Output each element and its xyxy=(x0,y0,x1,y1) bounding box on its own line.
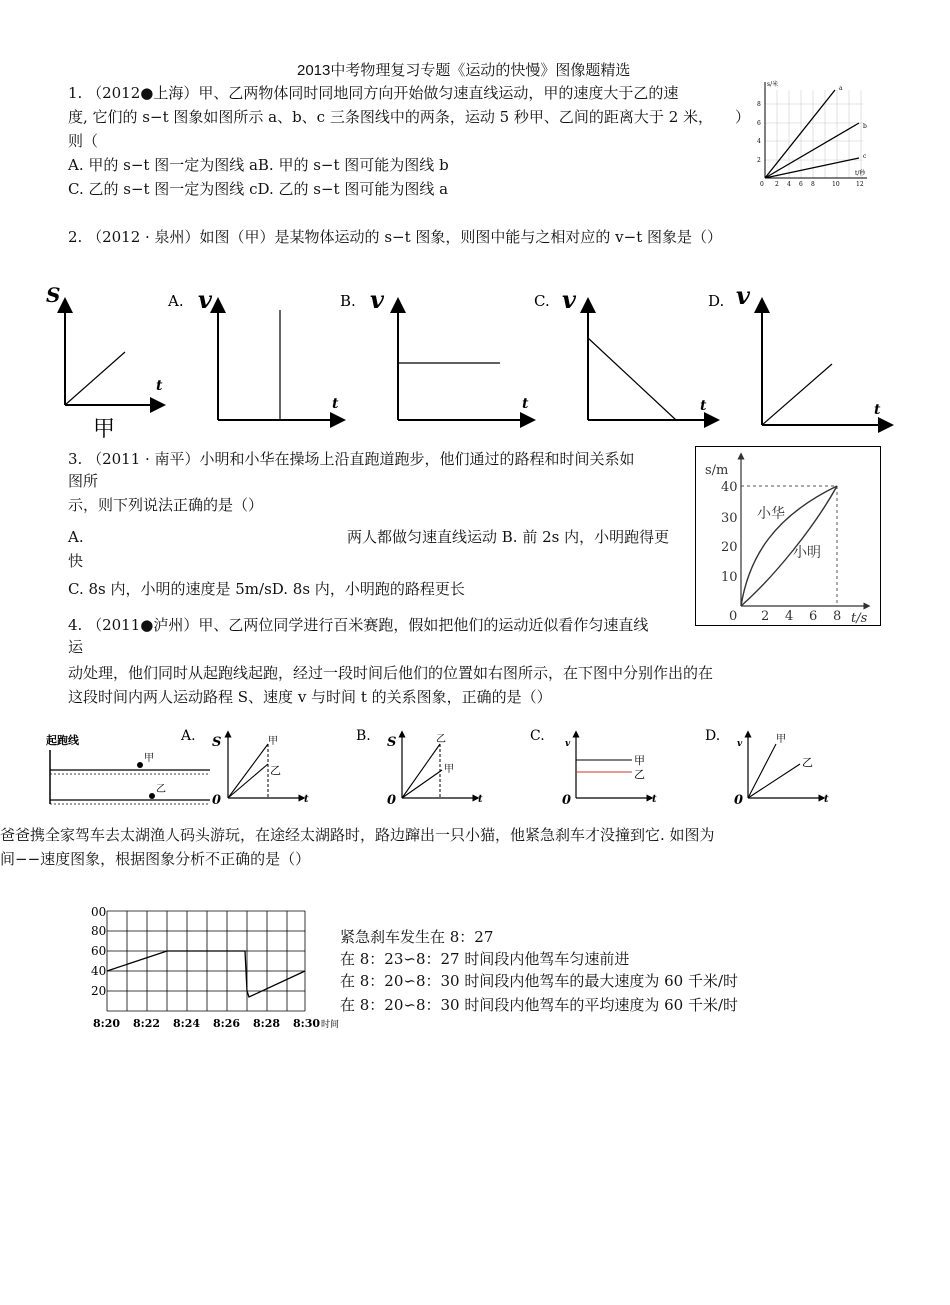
q4-option-d[interactable] xyxy=(705,728,829,808)
q5-xtick: 8:28 xyxy=(253,1017,281,1030)
q5-line1: 爸爸携全家驾车去太湖渔人码头游玩，在途经太湖路时，路边蹿出一只小猫，他紧急刹车才没撞到它. 如图为 xyxy=(0,826,715,844)
q4-origin: 0 xyxy=(387,793,397,808)
q3-option-a-label: A. xyxy=(68,528,84,546)
q2-option-a[interactable] xyxy=(167,285,339,420)
q1-ylabel: s/米 xyxy=(767,81,779,88)
q3-line1: 3. （2011 · 南平）小明和小华在操场上沿直跑道跑步，他们通过的路程和时间关系如 xyxy=(68,450,635,468)
q3-ytick: 20 xyxy=(721,540,738,555)
q2-t-label: t xyxy=(874,402,881,418)
q5-speed-line xyxy=(107,951,305,997)
q5-speed-time-graph xyxy=(85,903,345,1033)
q1-ytick: 8 xyxy=(757,101,761,108)
q3-xtick: 0 xyxy=(729,609,738,624)
q5-xtick: 8:24 xyxy=(173,1017,201,1030)
q2-option-c[interactable] xyxy=(534,285,712,420)
q2-v-label: v xyxy=(736,281,750,310)
q1-line-b xyxy=(765,123,859,178)
q2-option-d[interactable] xyxy=(708,281,886,425)
q3-ytick: 40 xyxy=(721,480,738,495)
q4-runner-yi xyxy=(149,793,155,799)
q4-s-label: S xyxy=(387,735,397,750)
q4-s-label: S xyxy=(212,735,222,750)
q4-jia-label: 甲 xyxy=(268,736,278,747)
q5-xunit: 时间 xyxy=(321,1020,340,1030)
q2-t-label: t xyxy=(522,396,529,412)
q3-options-ab-cont: 快 xyxy=(68,552,84,570)
q1-line-label-a: a xyxy=(839,85,843,92)
q4-line3: 动处理，他们同时从起跑线起跑，经过一段时间后他们的位置如右图所示，在下图中分别作出的在 xyxy=(68,664,714,682)
q2-option-d-label: D. xyxy=(708,292,725,310)
q4-yi-label: 乙 xyxy=(634,768,645,781)
q3-options-ab: 两人都做匀速直线运动 B. 前 2s 内，小明跑得更 xyxy=(347,528,670,546)
q1-xtick: 12 xyxy=(856,181,864,188)
q5-ytick: 60 xyxy=(91,944,107,958)
q2-option-b[interactable] xyxy=(340,285,529,420)
q2-v-label: v xyxy=(370,285,384,314)
q1-xtick: 8 xyxy=(811,181,815,188)
q4-origin: 0 xyxy=(734,793,744,808)
q3-ytick: 30 xyxy=(721,511,738,526)
q5-xtick: 8:26 xyxy=(213,1017,241,1030)
q1-line3: 则（ xyxy=(68,132,99,150)
q5-xtick: 8:20 xyxy=(93,1017,121,1030)
q3-xtick: 8 xyxy=(833,609,842,624)
q3-st-graph xyxy=(695,446,881,626)
q1-st-graph xyxy=(755,78,875,193)
q4-figure xyxy=(40,722,950,822)
q2-v-label: v xyxy=(198,285,212,314)
q1-line-label-c: c xyxy=(863,153,867,160)
q4-yi-label: 乙 xyxy=(436,734,446,745)
q1-xtick: 4 xyxy=(787,181,791,188)
q1-xtick: 2 xyxy=(775,181,779,188)
q3-xtick: 6 xyxy=(809,609,818,624)
q4-line2: 运 xyxy=(68,638,84,656)
q4-option-c-label: C. xyxy=(530,728,545,744)
q3-line2: 图所 xyxy=(68,472,99,490)
q4-line1: 4. （2011●泸州）甲、乙两位同学进行百米赛跑，假如把他们的运动近似看作匀速直线 xyxy=(68,616,649,634)
q2-text: 2. （2012 · 泉州）如图（甲）是某物体运动的 s−t 图象，则图中能与之相对应的 v−t 图象是（） xyxy=(68,228,722,246)
q4-option-a[interactable] xyxy=(180,728,309,808)
q5-ytick: 20 xyxy=(91,984,107,998)
q2-s-label: S xyxy=(46,283,61,307)
q3-label-xiaohua: 小华 xyxy=(757,506,785,522)
q1-line1: 1. （2012●上海）甲、乙两物体同时同地同方向开始做匀速直线运动，甲的速度大于乙的速 xyxy=(68,84,679,102)
q4-line4: 这段时间内两人运动路程 S、速度 v 与时间 t 的关系图象，正确的是（） xyxy=(68,688,552,706)
q1-ytick: 6 xyxy=(757,120,761,127)
q4-t-label: t xyxy=(652,794,657,805)
q1-options-ab: A. 甲的 s−t 图一定为图线 aB. 甲的 s−t 图可能为图线 b xyxy=(68,156,449,174)
q4-v-label: v xyxy=(565,739,571,749)
q2-figure xyxy=(40,280,940,455)
q5-option-2: 在 8：23∽8：27 时间段内他驾车匀速前进 xyxy=(340,950,630,968)
q2-graph-jia xyxy=(46,283,163,442)
q4-runner-yi-label: 乙 xyxy=(156,784,166,795)
q2-t-label: t xyxy=(156,378,163,394)
q2-t-label: t xyxy=(332,396,339,412)
q4-option-d-label: D. xyxy=(705,728,721,744)
q5-ytick: 00 xyxy=(91,905,107,919)
q5-ytick: 40 xyxy=(91,964,107,978)
q1-close-paren: ） xyxy=(735,108,751,126)
q1-line2: 度, 它们的 s−t 图象如图所示 a、b、c 三条图线中的两条，运动 5 秒甲、乙间的距离大于 2 米， xyxy=(68,108,714,126)
q1-options-cd: C. 乙的 s−t 图一定为图线 cD. 乙的 s−t 图可能为图线 a xyxy=(68,180,449,198)
q1-ytick: 2 xyxy=(757,157,761,164)
q2-option-c-label: C. xyxy=(534,292,550,310)
q1-xlabel: t/秒 xyxy=(855,170,866,177)
q3-ytick: 10 xyxy=(721,570,738,585)
q4-yi-label: 乙 xyxy=(270,764,281,777)
q3-ylabel: s/m xyxy=(705,463,729,478)
q3-line3: 示，则下列说法正确的是（） xyxy=(68,496,264,514)
q4-runner-jia xyxy=(137,762,143,768)
q3-xtick: 2 xyxy=(761,609,770,624)
q4-jia-label: 甲 xyxy=(776,734,786,745)
q2-v-label: v xyxy=(562,285,576,314)
q4-origin: 0 xyxy=(212,793,222,808)
q2-jia-label: 甲 xyxy=(93,417,116,442)
q4-jia-label: 甲 xyxy=(444,764,454,775)
q1-line-label-b: b xyxy=(863,123,867,130)
q4-v-label: v xyxy=(737,739,743,749)
q1-xtick: 6 xyxy=(799,181,803,188)
q4-option-a-label: A. xyxy=(181,728,196,744)
q4-option-b-label: B. xyxy=(356,728,371,744)
q4-runner-jia-label: 甲 xyxy=(144,753,154,764)
q4-t-label: t xyxy=(304,794,309,805)
q4-start-label: 起跑线 xyxy=(46,734,79,747)
q3-xlabel: t/s xyxy=(851,611,868,626)
q5-line2: 间−−速度图象，根据图象分析不正确的是（） xyxy=(0,850,311,868)
q5-ytick: 80 xyxy=(91,924,107,938)
q3-label-xiaoming: 小明 xyxy=(793,545,821,561)
q4-t-label: t xyxy=(824,794,829,805)
q3-options-cd: C. 8s 内，小明的速度是 5m/sD. 8s 内，小明跑的路程更长 xyxy=(68,580,465,598)
q4-jia-label: 甲 xyxy=(634,754,645,767)
q1-xtick: 0 xyxy=(760,181,764,188)
q2-t-label: t xyxy=(700,398,707,414)
page-title: 2013中考物理复习专题《运动的快慢》图像题精选 xyxy=(297,62,631,79)
q1-ytick: 4 xyxy=(757,138,761,145)
q5-option-1: 紧急刹车发生在 8：27 xyxy=(340,928,494,946)
q2-option-a-label: A. xyxy=(168,292,184,310)
q5-xtick: 8:22 xyxy=(133,1017,161,1030)
q4-option-b[interactable] xyxy=(356,728,483,808)
q5-option-4: 在 8：20∽8：30 时间段内他驾车的平均速度为 60 千米/时 xyxy=(340,996,739,1014)
q5-xtick: 8:30 xyxy=(293,1017,321,1030)
q4-origin: 0 xyxy=(562,793,572,808)
q3-xtick: 4 xyxy=(785,609,794,624)
q4-yi-label: 乙 xyxy=(802,756,813,769)
q5-option-3: 在 8：20∽8：30 时间段内他驾车的最大速度为 60 千米/时 xyxy=(340,972,739,990)
q1-xtick: 10 xyxy=(832,181,840,188)
q2-option-b-label: B. xyxy=(340,292,356,310)
q4-t-label: t xyxy=(478,794,483,805)
q4-option-c[interactable] xyxy=(530,728,657,808)
